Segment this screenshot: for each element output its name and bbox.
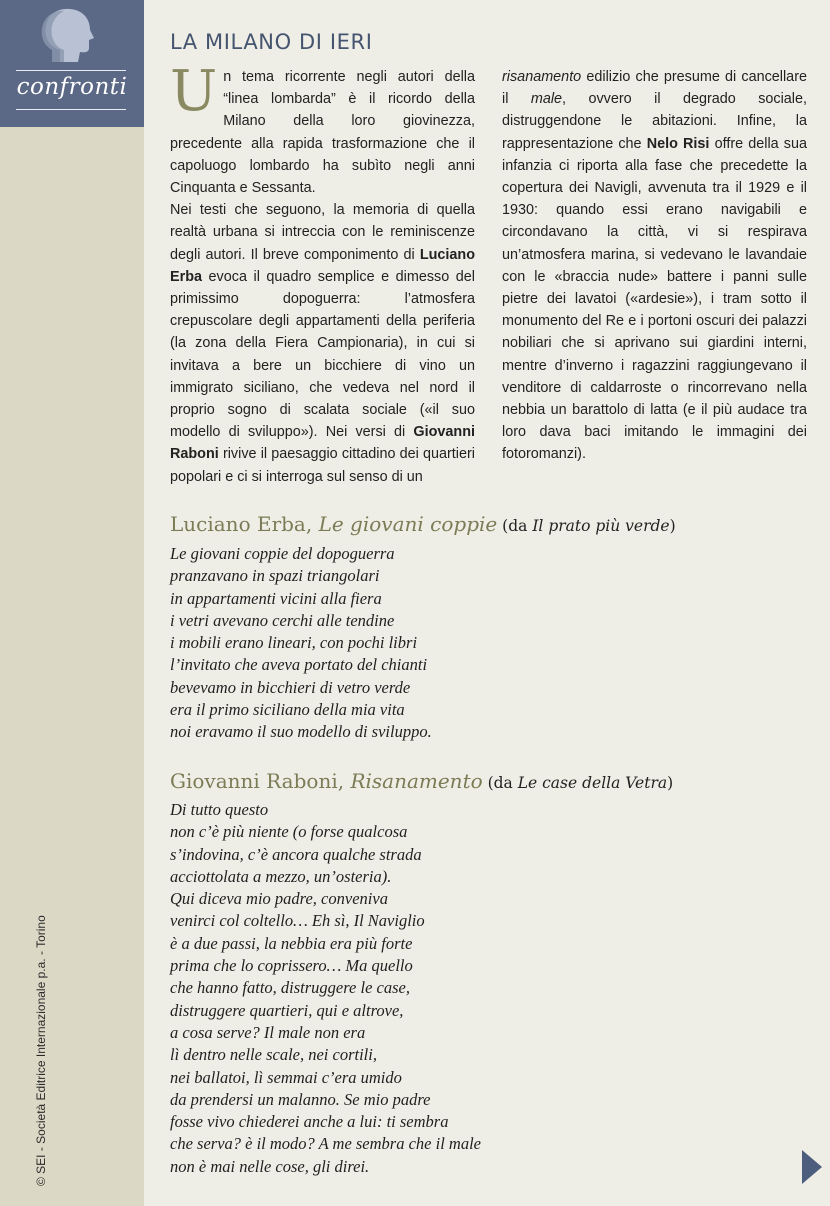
- article-column-right: [502, 66, 807, 466]
- sidebar-header: [0, 0, 144, 127]
- poem1-title: Le giovani coppie: [318, 512, 498, 536]
- poem-line: è a due passi, la nebbia era più forte: [170, 933, 413, 953]
- poem-line: acciottolata a mezzo, un’osteria).: [170, 866, 392, 886]
- poem2-text: [170, 799, 481, 1178]
- page-title: LA MILANO DI IERI: [170, 30, 373, 54]
- poem-line: i mobili erano lineari, con pochi libri: [170, 633, 418, 653]
- source-title: Il prato più verde: [532, 517, 670, 535]
- poem1-author: Luciano Erba,: [170, 512, 319, 536]
- poem2-source: [483, 774, 674, 792]
- source-prefix: (da: [497, 517, 533, 535]
- poem-line: fosse vivo chiederei anche a lui: ti sembra: [170, 1112, 449, 1132]
- copyright-notice: © SEI - Società Editrice Internazionale p.a. - Torino: [34, 915, 48, 1186]
- next-page-arrow-icon[interactable]: [802, 1150, 822, 1184]
- author-name: Luciano Erba: [170, 246, 475, 285]
- article-column-left: [170, 59, 475, 488]
- poem-line: da prendersi un malanno. Se mio padre: [170, 1089, 431, 1109]
- poem-line: Le giovani coppie del dopoguerra: [170, 544, 395, 563]
- body-text: evoca il quadro semplice e dimesso del primissimo dopoguerra: l’atmosfera crepuscolare degli appartamenti della periferia (la zona della Fiera Campionaria), in cui si invitava a bere un bicchiere di vino un immigrato siciliano, che vedeva nel nord il proprio sogno di scalata sociale («il suo modello di sviluppo»). Nei versi di: [170, 268, 475, 441]
- poem1-source: [497, 517, 675, 535]
- poem-line: nei ballatoi, lì semmai c’era umido: [170, 1067, 402, 1087]
- emphasis: male: [530, 91, 563, 108]
- head-profile-icon: [40, 6, 102, 64]
- drop-cap: U: [170, 59, 218, 124]
- poem-line: era il primo siciliano della mia vita: [170, 700, 405, 720]
- poem-line: non è mai nelle cose, gli direi.: [170, 1156, 370, 1176]
- poem-line: che serva? è il modo? A me sembra che il male: [170, 1134, 481, 1154]
- label-rule-top: [16, 70, 126, 71]
- poem2-heading: [170, 769, 673, 793]
- poem-line: in appartamenti vicini alla fiera: [170, 588, 382, 608]
- author-name: Giovanni Raboni: [170, 424, 475, 463]
- emphasis: risanamento: [502, 69, 582, 85]
- poem-line: s’indovina, c’è ancora qualche strada: [170, 844, 422, 864]
- poem-line: che hanno fatto, distruggere le case,: [170, 978, 410, 998]
- poem-line: distruggere quartieri, qui e altrove,: [170, 1000, 404, 1020]
- poem-line: Qui diceva mio padre, conveniva: [170, 889, 388, 909]
- source-suffix: ): [667, 774, 674, 792]
- poem-line: lì dentro nelle scale, nei cortili,: [170, 1045, 377, 1065]
- source-suffix: ): [669, 517, 676, 535]
- section-label: confronti: [16, 74, 128, 100]
- poem-line: a cosa serve? Il male non era: [170, 1022, 366, 1042]
- sidebar: [0, 0, 144, 1206]
- poem2-author: Giovanni Raboni,: [170, 769, 351, 793]
- poem-line: bevevamo in bicchieri di vetro verde: [170, 677, 411, 697]
- poem1-heading: [170, 512, 676, 536]
- source-title: Le case della Vetra: [517, 774, 668, 792]
- poem1-text: [170, 543, 432, 744]
- body-text: edilizio che presume di cancellare il: [502, 69, 807, 108]
- body-text: Nei testi che seguono, la memoria di quella realtà urbana si intreccia con le reminiscenze degli autori. Il breve componimento di: [170, 202, 475, 263]
- body-text: offre della sua infanzia ci riporta alla fase che precedette la copertura dei Navigli, avvenuta tra il 1929 e il 1930: quando essi erano navigabili e circondavano la città, vi si respirava un’atmosfera marina, si vedevano le lavandaie con le «braccia nude» battere i panni sulle pietre dei lavatoi («ardesie»), i tram sotto il monumento del Re e i portoni oscuri dei palazzi nobiliari che si aprivano sui giardini interni, mentre d’inverno i ragazzini raggiungevano il venditore di caldarroste o rincorrevano nella nebbia un barattolo di latta (e il più audace tra loro dava baci imitando le immagini dei fotoromanzi).: [502, 135, 808, 463]
- poem2-title: Risanamento: [350, 769, 483, 793]
- poem-line: venirci col coltello… Eh sì, Il Naviglio: [170, 911, 425, 931]
- poem-line: prima che lo coprissero… Ma quello: [170, 956, 413, 976]
- body-text: rivive il paesaggio cittadino dei quartieri popolari e ci si interroga sul senso di un: [170, 446, 475, 485]
- intro-text: n tema ricorrente negli autori della “linea lombarda” è il ricordo della Milano della loro giovinezza, precedente alla rapida trasformazione che il capoluogo lombardo ha subìto negli anni Cinquanta e Sessanta.: [170, 69, 475, 197]
- body-text: , ovvero il degrado sociale, distruggendone le abitazioni. Infine, la rappresentazione che: [502, 91, 807, 152]
- body-paragraph: [170, 199, 475, 488]
- label-rule-bottom: [16, 109, 126, 110]
- poem-line: Di tutto questo: [170, 800, 269, 819]
- intro-paragraph: [170, 59, 475, 199]
- body-paragraph-continued: [502, 66, 807, 466]
- poem-line: l’invitato che aveva portato del chianti: [170, 655, 428, 675]
- poem-line: i vetri avevano cerchi alle tendine: [170, 610, 395, 630]
- author-name: Nelo Risi: [646, 135, 710, 152]
- poem-line: noi eravamo il suo modello di sviluppo.: [170, 722, 432, 742]
- poem-line: pranzavano in spazi triangolari: [170, 566, 380, 586]
- poem-line: non c’è più niente (o forse qualcosa: [170, 822, 408, 842]
- source-prefix: (da: [482, 774, 518, 792]
